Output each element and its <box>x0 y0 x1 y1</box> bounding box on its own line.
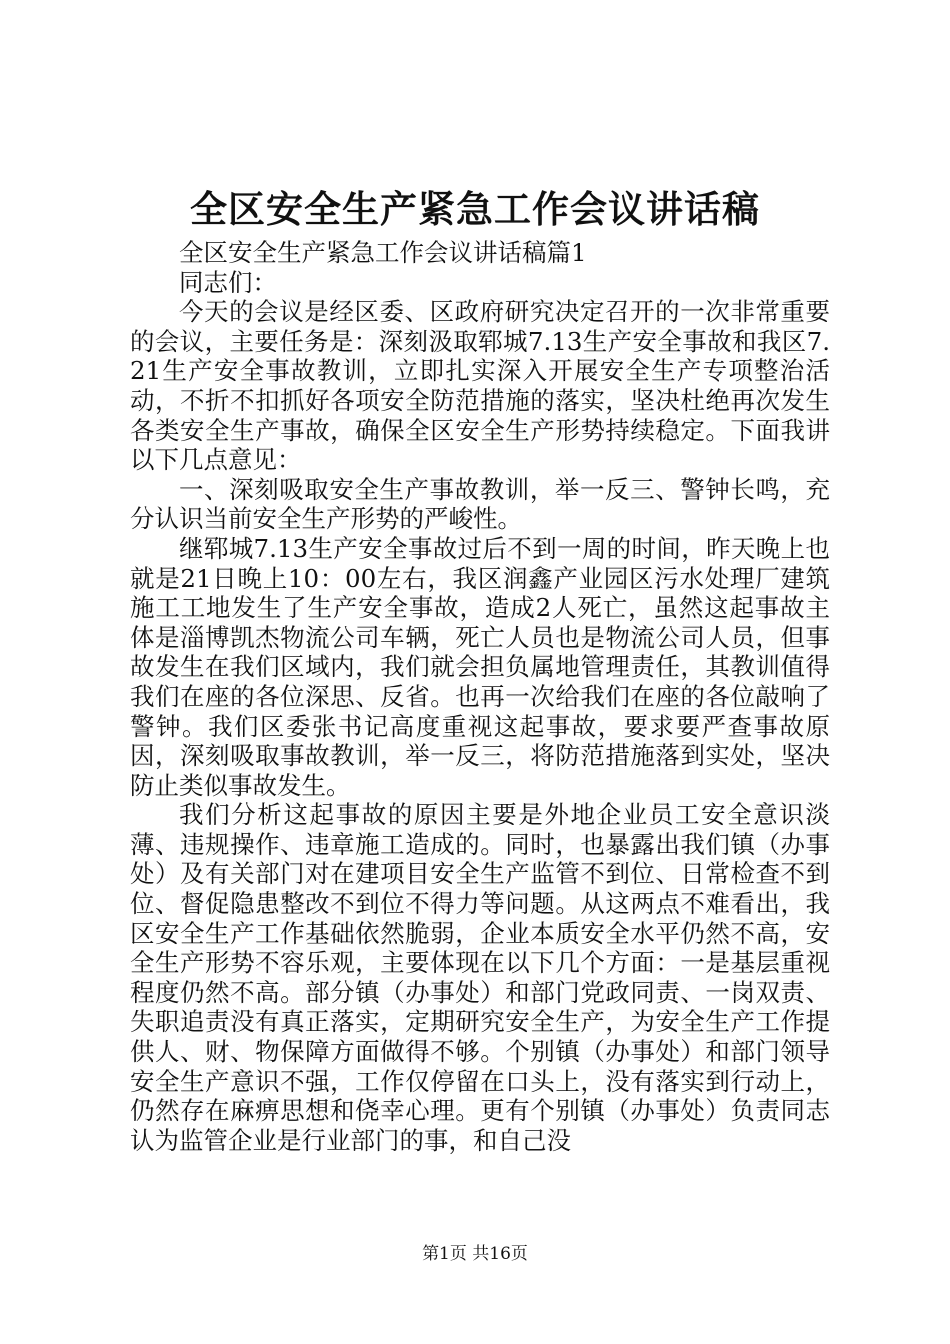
paragraph-intro: 今天的会议是经区委、区政府研究决定召开的一次非常重要的会议，主要任务是：深刻汲取郓城7.13生产安全事故和我区7.21生产安全事故教训，立即扎实深入开展安全生产专项整治活动，不折不扣抓好各项安全防范措施的落实，坚决杜绝再次发生各类安全生产事故，确保全区安全生产形势持续稳定。下面我讲以下几点意见： <box>130 297 830 475</box>
paragraph-subtitle: 全区安全生产紧急工作会议讲话稿篇1 <box>179 238 587 267</box>
page-footer: 第1页 共16页 <box>422 1244 528 1264</box>
paragraph-analysis: 我们分析这起事故的原因主要是外地企业员工安全意识淡薄、违规操作、违章施工造成的。同时，也暴露出我们镇（办事处）及有关部门对在建项目安全生产监管不到位、日常检查不到位、督促隐患整改不到位不得力等问题。从这两点不难看出，我区安全生产工作基础依然脆弱，企业本质安全水平仍然不高，安全生产形势不容乐观，主要体现在以下几个方面：一是基层重视程度仍然不高。部分镇（办事处）和部门党政同责、一岗双责、失职追责没有真正落实，定期研究安全生产，为安全生产工作提供人、财、物保障方面做得不够。个别镇（办事处）和部门领导安全生产意识不强，工作仅停留在口头上，没有落实到行动上，仍然存在麻痹思想和侥幸心理。更有个别镇（办事处）负责同志认为监管企业是行业部门的事，和自己没 <box>130 800 830 1155</box>
paragraph-salutation: 同志们： <box>179 267 277 297</box>
paragraph-incident: 继郓城7.13生产安全事故过后不到一周的时间，昨天晚上也就是21日晚上10：00左右，我区润鑫产业园区污水处理厂建筑施工工地发生了生产安全事故，造成2人死亡，虽然这起事故主体是淄博凯杰物流公司车辆，死亡人员也是物流公司人员，但事故发生在我们区域内，我们就会担负属地管理责任，其教训值得我们在座的各位深思、反省。也再一次给我们在座的各位敲响了警钟。我们区委张书记高度重视这起事故，要求要严查事故原因，深刻吸取事故教训，举一反三，将防范措施落到实处，坚决防止类似事故发生。 <box>130 533 830 800</box>
paragraph-section-heading: 一、深刻吸取安全生产事故教训，举一反三、警钟长鸣，充分认识当前安全生产形势的严峻性。 <box>130 474 830 534</box>
document-title: 全区安全生产紧急工作会议讲话稿 <box>190 188 760 231</box>
document-body <box>130 238 830 1155</box>
